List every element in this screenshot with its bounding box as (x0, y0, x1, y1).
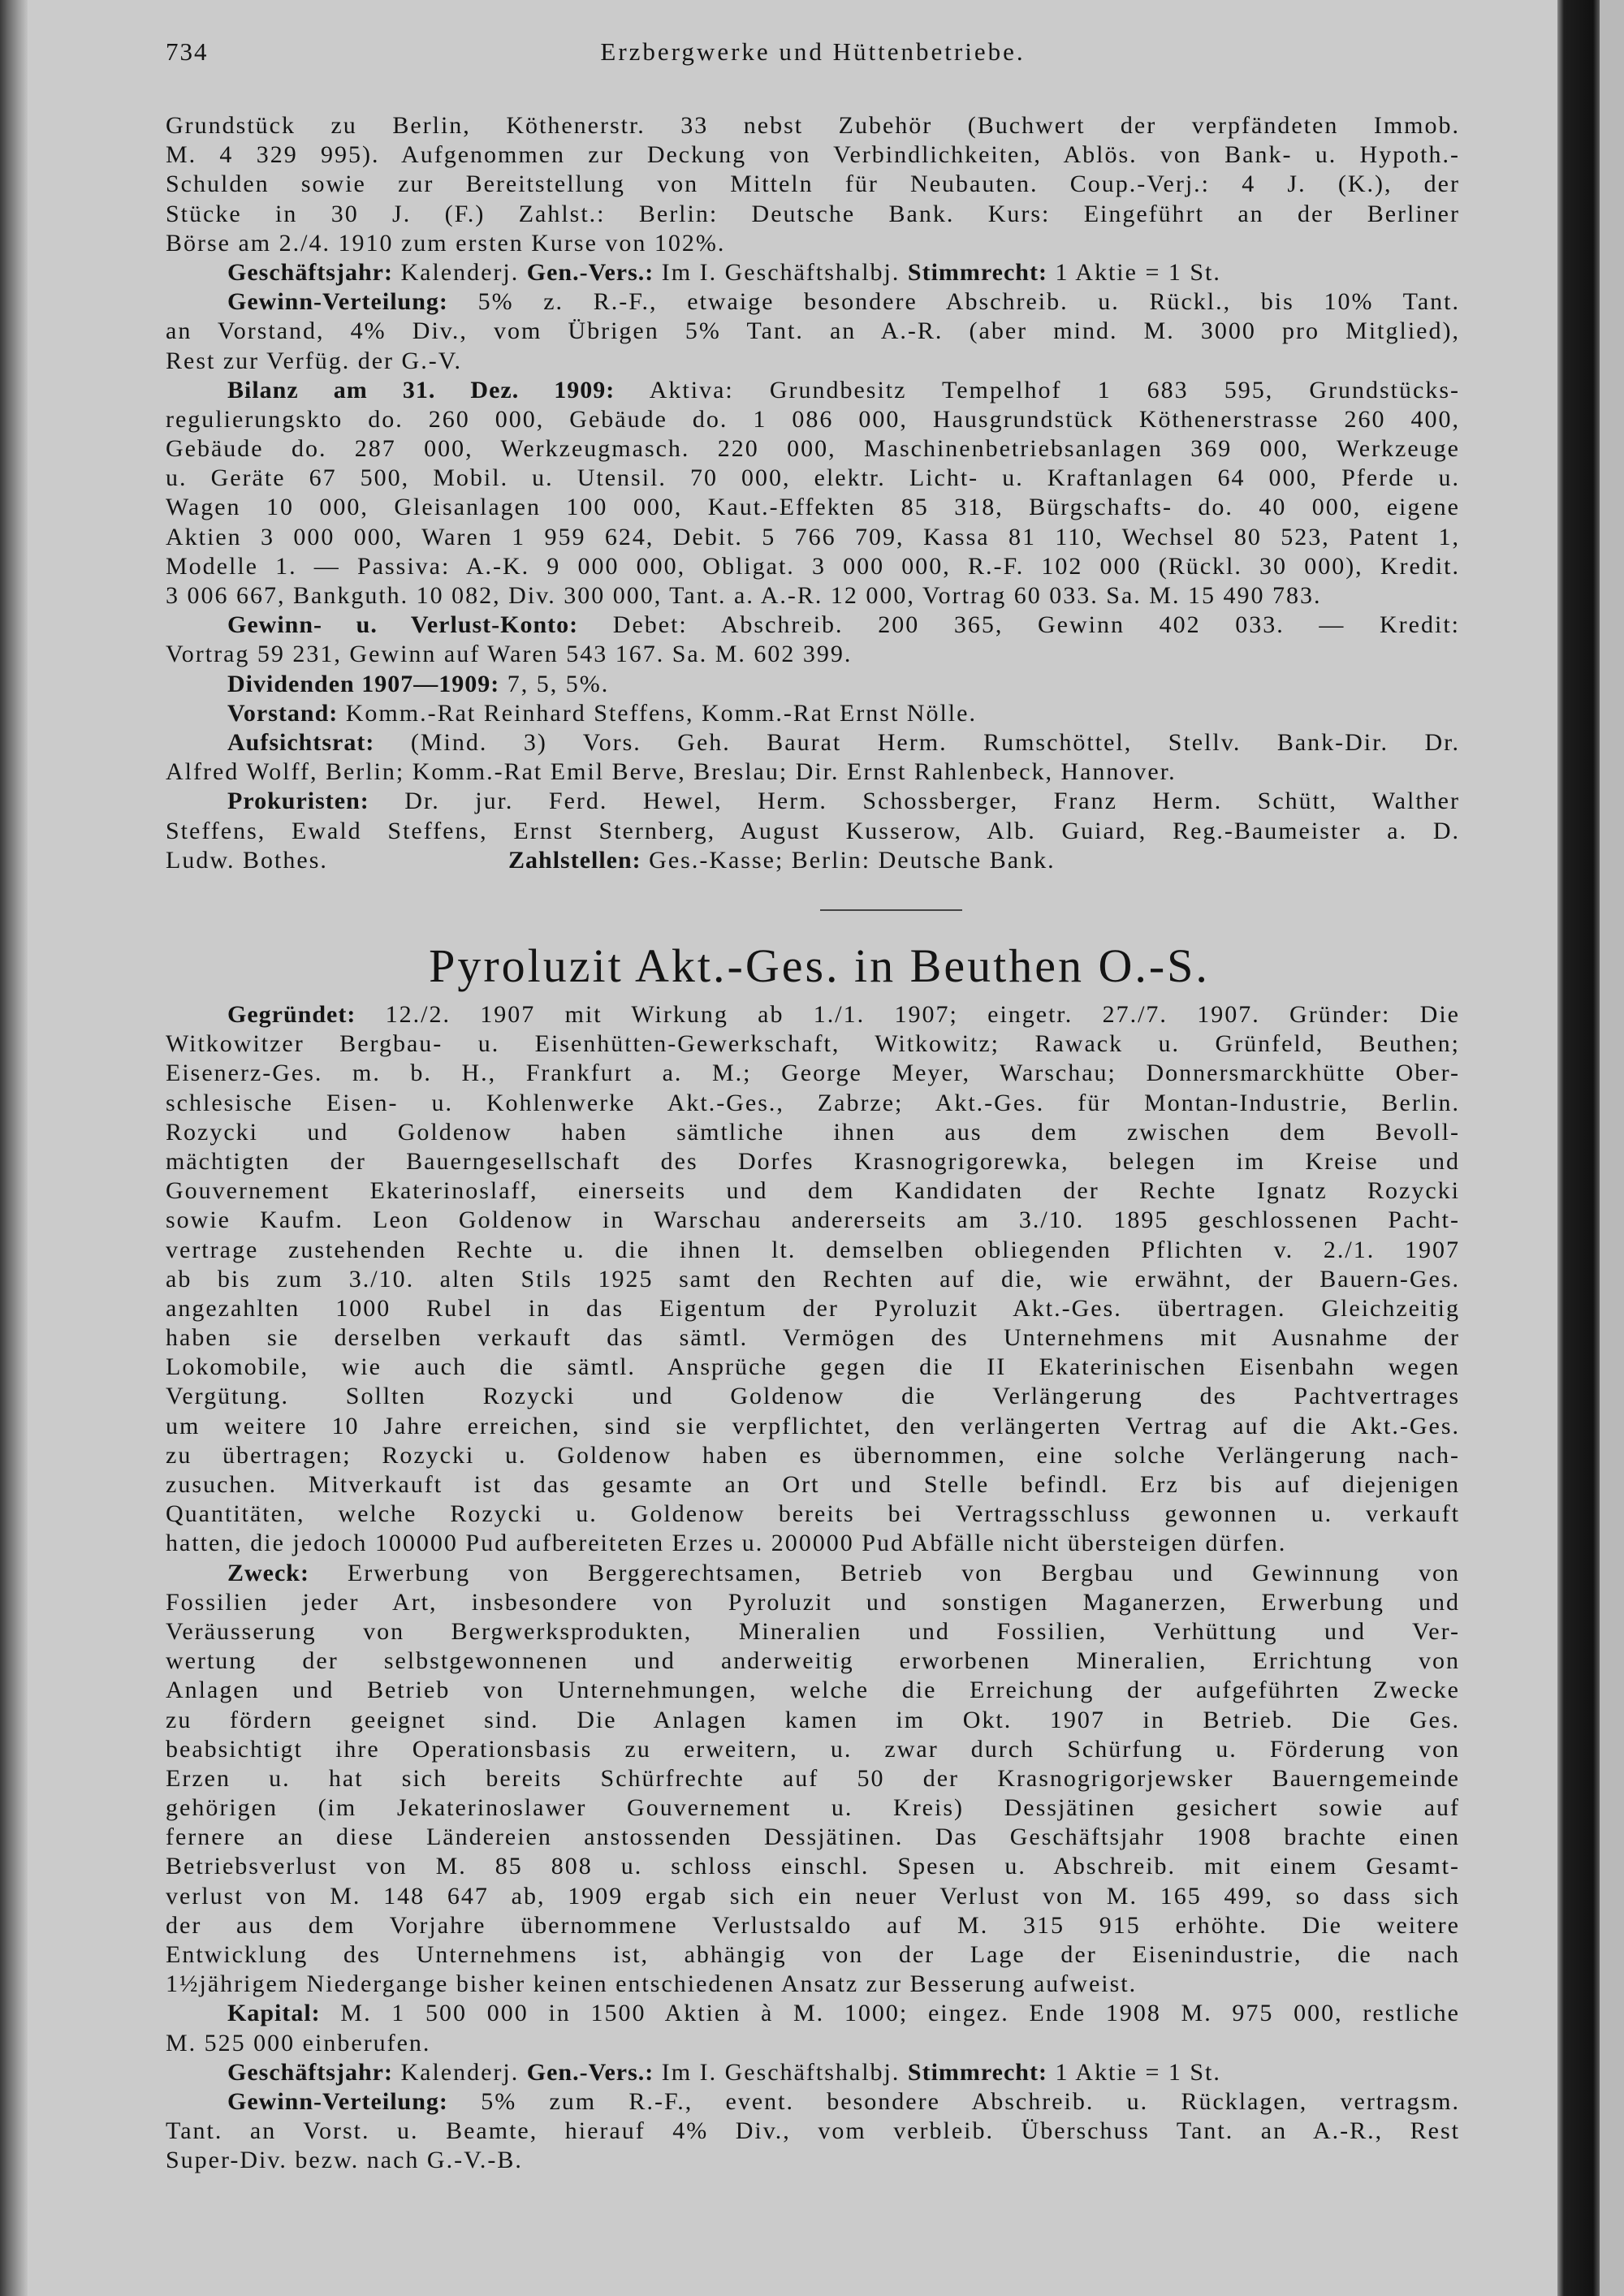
scan-margin (1600, 0, 1624, 2296)
text-segment: Grundstück zu Berlin, Köthenerstr. 33 nebst Zubehör (Buchwert der verpfändeten Immob. (166, 112, 1460, 139)
text-line (166, 1764, 1460, 1793)
text-segment: Witkowitzer Bergbau- u. Eisenhütten-Gewerkschaft, Witkowitz; Rawack u. Grünfeld, Beuthen; (166, 1030, 1460, 1058)
field-label: Geschäftsjahr: (227, 258, 393, 286)
text-segment: Stücke in 30 J. (F.) Zahlst.: Berlin: Deutsche Bank. Kurs: Eingeführt an der Berliner (166, 200, 1460, 227)
text-segment: Rozycki und Goldenow haben sämtliche ihnen aus dem zwischen dem Bevoll- (166, 1118, 1460, 1146)
field-label: Geschäftsjahr: (227, 2058, 393, 2086)
text-segment: fernere an diese Ländereien anstossenden Dessjätinen. Das Geschäftsjahr 1908 brachte einen (166, 1823, 1460, 1851)
text-line (166, 2058, 1460, 2087)
text-segment: Schulden sowie zur Bereitstellung von Mitteln für Neubauten. Coup.-Verj.: 4 J. (K.), der (166, 170, 1460, 198)
text-line (166, 1059, 1460, 1088)
text-line (166, 1999, 1460, 2028)
text-segment: haben sie derselben verkauft das sämtl. Vermögen des Unternehmens mit Ausnahme der (166, 1324, 1460, 1352)
text-segment: Fossilien jeder Art, insbesondere von Pyroluzit und sonstigen Maganerzen, Erwerbung und (166, 1588, 1460, 1616)
text-segment: Aktien 3 000 000, Waren 1 959 624, Debit. 5 766 709, Kassa 81 110, Wechsel 80 523, Patent 1, (166, 523, 1460, 550)
field-label: Gen.-Vers.: (526, 258, 654, 286)
text-segment: beabsichtigt ihre Operationsbasis zu erweitern, u. zwar durch Schürfung u. Förderung von (166, 1735, 1460, 1763)
text-segment: Ludw. Bothes. (166, 846, 328, 874)
text-line (166, 640, 1460, 669)
text-segment: Erwerbung von Berggerechtsamen, Betrieb von Bergbau und Gewinnung von (309, 1559, 1460, 1586)
text-segment: ab bis zum 3./10. alten Stils 1925 samt den Rechten auf die, wie erwähnt, der Bauern-Ges. (166, 1265, 1460, 1293)
text-line (166, 1029, 1460, 1059)
text-line (166, 1118, 1460, 1147)
field-label: Stimmrecht: (907, 258, 1047, 286)
text-line (166, 170, 1460, 199)
text-segment: Erzen u. hat sich bereits Schürfrechte auf 50 der Krasnogrigorjewsker Bauerngemeinde (166, 1764, 1460, 1792)
payment-offices (508, 846, 1056, 875)
text-line (166, 1176, 1460, 1206)
text-segment: an Vorstand, 4% Div., vom Übrigen 5% Tant. an A.-R. (aber mind. M. 3000 pro Mitglied), (166, 317, 1460, 345)
text-line (166, 317, 1460, 346)
text-segment: Debet: Abschreib. 200 365, Gewinn 402 033. — Kredit: (578, 611, 1460, 639)
text-line (166, 1911, 1460, 1940)
text-segment: Steffens, Ewald Steffens, Ernst Sternberg, August Kusserow, Alb. Guiard, Reg.-Baumeister a. D. (166, 817, 1460, 844)
text-line (166, 1441, 1460, 1470)
text-segment: M. 1 500 000 in 1500 Aktien à M. 1000; eingez. Ende 1908 M. 975 000, restliche (320, 2000, 1460, 2027)
text-segment: Im I. Geschäftshalbj. (654, 2058, 908, 2086)
text-line (166, 1617, 1460, 1646)
text-segment: regulierungskto do. 260 000, Gebäude do. 1 086 000, Hausgrundstück Köthenerstrasse 260 400, (166, 405, 1460, 433)
text-segment: um weitere 10 Jahre erreichen, sind sie verpflichtet, den verlängerten Vertrag auf die Akt.-Ges. (166, 1412, 1460, 1439)
text-line (166, 728, 1460, 757)
text-line (166, 1147, 1460, 1176)
text-line (166, 347, 1460, 376)
text-line (166, 523, 1460, 552)
text-line (166, 1000, 1460, 1029)
scan-left-edge (0, 0, 28, 2296)
text-line (166, 2029, 1460, 2058)
field-label: Kapital: (227, 2000, 321, 2027)
text-line (166, 1940, 1460, 1970)
text-line (166, 1970, 1460, 1999)
text-line (166, 405, 1460, 434)
text-segment: zusuchen. Mitverkauft ist das gesamte an Ort und Stelle befindl. Erz bis auf diejenigen (166, 1471, 1460, 1498)
text-line (166, 846, 1460, 875)
text-segment: wertung der selbstgewonnenen und anderweitig erworbenen Mineralien, Errichtung von (166, 1647, 1460, 1675)
field-label: Stimmrecht: (907, 2058, 1047, 2086)
running-title: Erzbergwerke und Hüttenbetriebe. (600, 37, 1026, 66)
text-line (166, 1265, 1460, 1294)
text-line (166, 1676, 1460, 1705)
text-line (166, 434, 1460, 464)
field-label: Zweck: (227, 1559, 309, 1586)
text-line (166, 1588, 1460, 1617)
text-segment: zu übertragen; Rozycki u. Goldenow haben es übernommen, eine solche Verlängerung nach- (166, 1441, 1460, 1469)
text-segment: 3 006 667, Bankguth. 10 082, Div. 300 000, Tant. a. A.-R. 12 000, Vortrag 60 033. Sa. M. 15 490 783. (166, 582, 1322, 609)
scan-right-edge (1557, 0, 1600, 2296)
text-line (166, 1470, 1460, 1500)
text-line (166, 1735, 1460, 1764)
field-label: Zahlstellen: (508, 846, 641, 874)
text-line (166, 1412, 1460, 1441)
field-label: Bilanz am 31. Dez. 1909: (227, 376, 615, 404)
text-line (166, 1500, 1460, 1529)
text-line (166, 787, 1460, 816)
field-label: Vorstand: (227, 699, 339, 727)
field-label: Gen.-Vers.: (526, 2058, 654, 2086)
field-label: Gegründet: (227, 1001, 356, 1028)
text-line (166, 2087, 1460, 2117)
text-segment: Super-Div. bezw. nach G.-V.-B. (166, 2147, 523, 2174)
text-line (166, 581, 1460, 611)
text-line (166, 258, 1460, 287)
text-line (166, 1206, 1460, 1235)
text-segment: Ges.-Kasse; Berlin: Deutsche Bank. (641, 846, 1056, 874)
page-header (166, 37, 1460, 71)
text-segment: Börse am 2./4. 1910 zum ersten Kurse von 102%. (166, 229, 726, 257)
field-label: Dividenden 1907—1909: (227, 670, 500, 697)
text-line (166, 2146, 1460, 2175)
text-segment: verlust von M. 148 647 ab, 1909 ergab sich ein neuer Verlust von M. 165 499, so dass sich (166, 1882, 1460, 1910)
text-segment: u. Geräte 67 500, Mobil. u. Utensil. 70 000, elektr. Licht- u. Kraftanlagen 64 000, Pferde u. (166, 464, 1460, 492)
text-segment: Modelle 1. — Passiva: A.-K. 9 000 000, Obligat. 3 000 000, R.-F. 102 000 (Rückl. 30 000), Kredit. (166, 552, 1460, 580)
text-segment: M. 4 329 995). Aufgenommen zur Deckung von Verbindlichkeiten, Ablös. von Bank- u. Hypoth.- (166, 141, 1460, 169)
text-line (166, 1236, 1460, 1265)
text-segment: M. 525 000 einberufen. (166, 2029, 431, 2056)
field-label: Gewinn-Verteilung: (227, 2087, 448, 2115)
text-segment: Veräusserung von Bergwerksprodukten, Mineralien und Fossilien, Verhüttung und Ver- (166, 1617, 1460, 1645)
text-segment: Alfred Wolff, Berlin; Komm.-Rat Emil Berve, Breslau; Dir. Ernst Rahlenbeck, Hannover. (166, 758, 1177, 786)
text-segment: Wagen 10 000, Gleisanlagen 100 000, Kaut.-Effekten 85 318, Bürgschafts- do. 40 000, eigene (166, 494, 1460, 521)
text-line (166, 1882, 1460, 1911)
text-line (166, 1382, 1460, 1411)
text-segment: Dr. jur. Ferd. Hewel, Herm. Schossberger, Franz Herm. Schütt, Walther (369, 788, 1460, 815)
text-line (166, 1559, 1460, 1588)
field-label: Prokuristen: (227, 788, 369, 815)
text-segment: Gebäude do. 287 000, Werkzeugmasch. 220 000, Maschinenbetriebsanlagen 369 000, Werkzeuge (166, 435, 1460, 463)
text-segment: Quantitäten, welche Rozycki u. Goldenow bereits bei Vertragsschluss gewonnen u. verkauft (166, 1500, 1460, 1528)
text-segment: 1½jährigem Niedergange bisher keinen entschiedenen Ansatz zur Besserung aufweist. (166, 1970, 1138, 1998)
text-segment: gehörigen (im Jekaterinoslawer Gouvernement u. Kreis) Dessjätinen gesichert sowie auf (166, 1794, 1460, 1822)
text-segment: Eisenerz-Ges. m. b. H., Frankfurt a. M.; George Meyer, Warschau; Donnersmarckhütte Ober- (166, 1060, 1460, 1087)
text-line (166, 287, 1460, 317)
text-line (166, 699, 1460, 728)
text-segment: 12./2. 1907 mit Wirkung ab 1./1. 1907; eingetr. 27./7. 1907. Gründer: Die (356, 1001, 1460, 1028)
text-segment: der aus dem Vorjahre übernommene Verlustsaldo auf M. 315 915 erhöhte. Die weitere (166, 1911, 1460, 1939)
text-segment: Rest zur Verfüg. der G.-V. (166, 347, 462, 374)
text-segment: 7, 5, 5%. (499, 670, 610, 697)
text-line (166, 1294, 1460, 1323)
text-segment: zu fördern geeignet sind. Die Anlagen kamen im Okt. 1907 in Betrieb. Die Ges. (166, 1706, 1460, 1733)
text-segment: 1 Aktie = 1 St. (1047, 2058, 1221, 2086)
text-line (166, 1852, 1460, 1881)
text-line (166, 140, 1460, 170)
text-segment: Vergütung. Sollten Rozycki und Goldenow die Verlängerung des Pachtvertrages (166, 1383, 1460, 1410)
text-line (166, 552, 1460, 581)
text-segment: Betriebsverlust von M. 85 808 u. schloss einschl. Spesen u. Abschreib. mit einem Gesamt- (166, 1853, 1460, 1880)
text-segment: 5% zum R.-F., event. besondere Abschreib. u. Rücklagen, vertragsm. (447, 2087, 1460, 2115)
text-line (166, 200, 1460, 229)
text-segment: 5% z. R.-F., etwaige besondere Abschreib. u. Rückl., bis 10% Tant. (447, 288, 1460, 316)
text-line (166, 464, 1460, 493)
text-segment: Lokomobile, wie auch die sämtl. Ansprüche gegen die II Ekaterinischen Eisenbahn wegen (166, 1353, 1460, 1381)
page-number: 734 (166, 37, 209, 66)
text-segment: Im I. Geschäftshalbj. (654, 258, 908, 286)
text-segment: Kalenderj. (392, 258, 527, 286)
text-line (166, 1706, 1460, 1735)
text-segment: angezahlten 1000 Rubel in das Eigentum der Pyroluzit Akt.-Ges. übertragen. Gleichzeitig (166, 1294, 1460, 1322)
text-line (166, 611, 1460, 640)
text-line (166, 817, 1460, 846)
section-divider (820, 909, 962, 911)
field-label: Gewinn-Verteilung: (227, 288, 448, 316)
text-segment: sowie Kaufm. Leon Goldenow in Warschau andererseits am 3./10. 1895 geschlossenen Pacht- (166, 1206, 1460, 1234)
text-line (166, 1353, 1460, 1382)
text-line (166, 1793, 1460, 1823)
text-line (166, 1823, 1460, 1852)
text-segment: Kalenderj. (392, 2058, 527, 2086)
text-segment: Komm.-Rat Reinhard Steffens, Komm.-Rat Ernst Nölle. (338, 699, 977, 727)
text-segment: Vortrag 59 231, Gewinn auf Waren 543 167. Sa. M. 602 399. (166, 641, 853, 668)
text-line (166, 757, 1460, 787)
field-label: Aufsichtsrat: (227, 728, 375, 756)
text-segment: schlesische Eisen- u. Kohlenwerke Akt.-Ges., Zabrze; Akt.-Ges. für Montan-Industrie, Berlin. (166, 1089, 1460, 1116)
company-entry-pyroluzit (166, 1000, 1460, 2176)
text-line (166, 111, 1460, 140)
company-entry-continued (166, 111, 1460, 875)
text-segment: mächtigten der Bauerngesellschaft des Dorfes Krasnogrigorewka, belegen im Kreise und (166, 1147, 1460, 1175)
text-line (166, 493, 1460, 522)
text-segment: hatten, die jedoch 100000 Pud aufbereiteten Erzes u. 200000 Pud Abfälle nicht übersteigen dürfen. (166, 1530, 1287, 1557)
text-line (166, 1089, 1460, 1118)
text-line (166, 1529, 1460, 1558)
text-line (166, 376, 1460, 405)
field-label: Gewinn- u. Verlust-Konto: (227, 611, 579, 639)
text-segment: Gouvernement Ekaterinoslaff, einerseits und dem Kandidaten der Rechte Ignatz Rozycki (166, 1177, 1460, 1205)
company-title: Pyroluzit Akt.-Ges. in Beuthen O.-S. (429, 939, 1210, 992)
text-segment: Aktiva: Grundbesitz Tempelhof 1 683 595, Grundstücks- (615, 376, 1460, 404)
text-segment: 1 Aktie = 1 St. (1047, 258, 1221, 286)
text-line (166, 229, 1460, 258)
text-segment: vertrage zustehenden Rechte u. die ihnen lt. demselben obliegenden Pflichten v. 2./1. 1907 (166, 1236, 1460, 1263)
text-line (166, 1646, 1460, 1676)
text-segment: Entwicklung des Unternehmens ist, abhängig von der Lage der Eisenindustrie, die nach (166, 1941, 1460, 1968)
text-line (166, 2117, 1460, 2146)
text-segment: Anlagen und Betrieb von Unternehmungen, welche die Erreichung der aufgeführten Zwecke (166, 1677, 1460, 1704)
text-line (166, 1323, 1460, 1353)
text-segment: Tant. an Vorst. u. Beamte, hierauf 4% Div., vom verbleib. Überschuss Tant. an A.-R., Rest (166, 2117, 1460, 2145)
text-line (166, 670, 1460, 699)
text-segment: (Mind. 3) Vors. Geh. Baurat Herm. Rumschöttel, Stellv. Bank-Dir. Dr. (374, 728, 1460, 756)
